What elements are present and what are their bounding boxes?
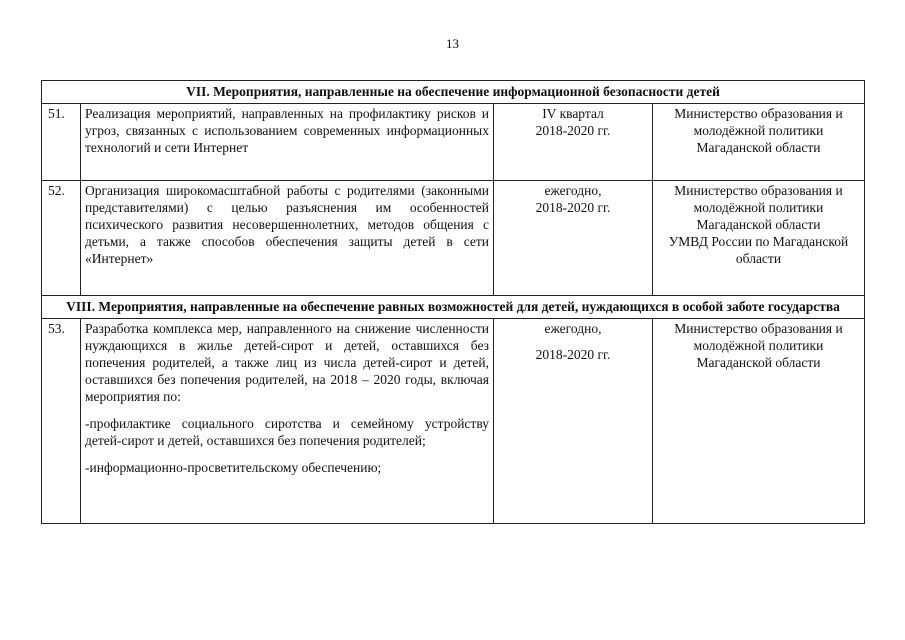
section-title: VIII. Мероприятия, направленные на обеспечение равных возможностей для детей, нуждающихся в особой заботе государства bbox=[42, 296, 865, 319]
row-number: 53. bbox=[42, 319, 81, 524]
description-text: -профилактике социального сиротства и семейному устройству детей-сирот и детей, оставшихся без попечения родителей; bbox=[85, 416, 489, 448]
period-text: 2018-2020 гг. bbox=[535, 347, 611, 362]
period-text: ежегодно, bbox=[544, 321, 602, 336]
row-number: 51. bbox=[42, 104, 81, 181]
period-text: 2018-2020 гг. bbox=[535, 200, 611, 215]
responsible-text: Министерство образования и молодёжной политики Магаданской области bbox=[674, 321, 843, 370]
period-cell bbox=[494, 181, 653, 296]
section-title: VII. Мероприятия, направленные на обеспечение информационной безопасности детей bbox=[42, 81, 865, 104]
row-number: 52. bbox=[42, 181, 81, 296]
section-header-row bbox=[42, 296, 865, 319]
period-cell bbox=[494, 319, 653, 524]
measure-description bbox=[81, 181, 494, 296]
description-text: -информационно-просветительскому обеспечению; bbox=[85, 460, 382, 475]
period-text: ежегодно, bbox=[544, 183, 602, 198]
responsible-cell bbox=[653, 181, 865, 296]
responsible-text: Министерство образования и молодёжной политики Магаданской области bbox=[674, 183, 843, 232]
description-text: Разработка комплекса мер, направленного на снижение численности нуждающихся в жилье детей-сирот и детей, оставшихся без попечения родителей, а также лиц из числа детей-сирот и детей, оставшихся без попечения родителей, на 2018 – 2020 годы, включая мероприятия по: bbox=[85, 321, 489, 404]
measure-description bbox=[81, 319, 494, 524]
period-cell bbox=[494, 104, 653, 181]
responsible-text: УМВД России по Магаданской области bbox=[668, 234, 849, 266]
period-text: 2018-2020 гг. bbox=[535, 123, 611, 138]
responsible-cell bbox=[653, 319, 865, 524]
measures-table bbox=[41, 80, 865, 524]
responsible-text: Министерство образования и молодёжной политики Магаданской области bbox=[674, 106, 843, 155]
responsible-cell bbox=[653, 104, 865, 181]
description-text: Организация широкомасштабной работы с родителями (законными представителями) с целью разъяснения им особенностей психического развития несовершеннолетних, методов общения с детьми, а также способов обеспечения защиты детей в сети «Интернет» bbox=[85, 183, 489, 266]
table-row bbox=[42, 319, 865, 524]
table-row bbox=[42, 104, 865, 181]
section-header-row bbox=[42, 81, 865, 104]
description-text: Реализация мероприятий, направленных на профилактику рисков и угроз, связанных с использованием современных информационных технологий и сети Интернет bbox=[85, 106, 489, 155]
period-text: IV квартал bbox=[542, 106, 604, 121]
page-number: 13 bbox=[446, 36, 459, 51]
table-row bbox=[42, 181, 865, 296]
measure-description bbox=[81, 104, 494, 181]
